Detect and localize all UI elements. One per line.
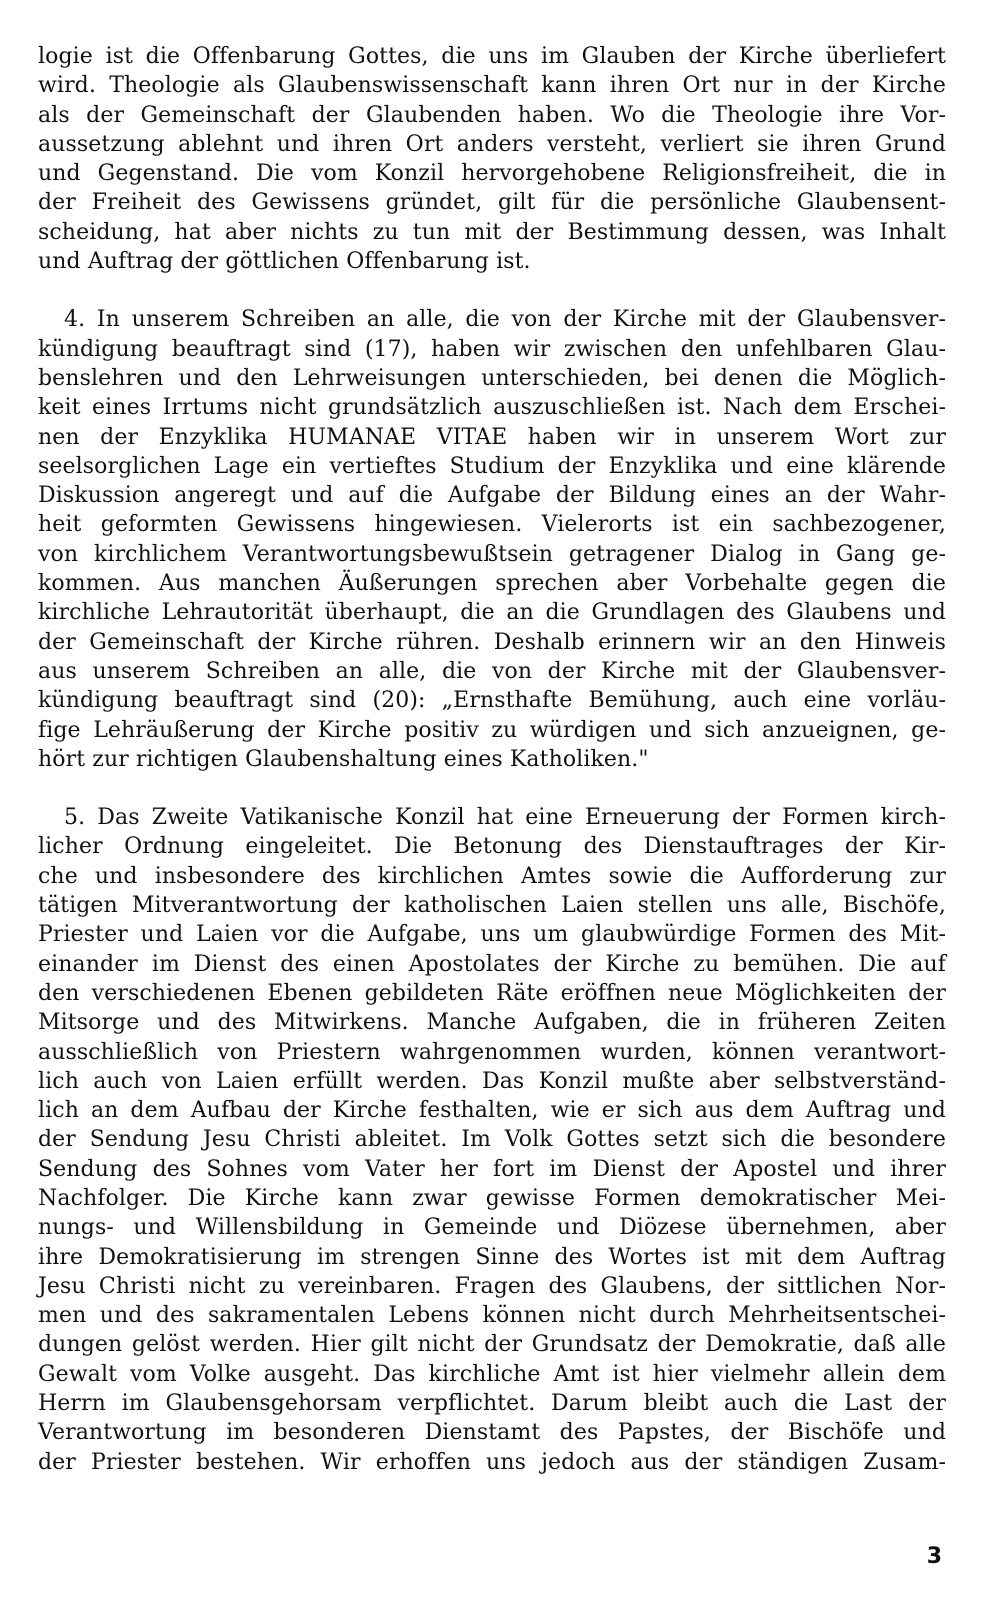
text-line: einander im Dienst des einen Apostolates der Kirche zu bemühen. Die auf [38, 951, 946, 977]
text-line: ausschließlich von Priestern wahrgenommen wurden, können verantwort- [38, 1039, 946, 1065]
text-line: Priester und Laien vor die Aufgabe, uns um glaubwürdige Formen des Mit- [38, 922, 946, 948]
text-line: den verschiedenen Ebenen gebildeten Räte eröffnen neue Möglichkeiten der [38, 980, 946, 1006]
document-page [38, 42, 946, 1477]
text-line: der Sendung Jesu Christi ableitet. Im Volk Gottes setzt sich die besondere [38, 1127, 946, 1153]
text-line: keit eines Irrtums nicht grundsätzlich auszuschließen ist. Nach dem Erschei- [38, 395, 946, 421]
text-line: der Freiheit des Gewissens gründet, gilt für die persönliche Glaubensent- [38, 190, 946, 216]
text-line: ihre Demokratisierung im strengen Sinne des Wortes ist mit dem Auftrag [38, 1244, 946, 1270]
text-line: Gewalt vom Volke ausgeht. Das kirchliche Amt ist hier vielmehr allein dem [38, 1361, 946, 1387]
text-line: kündigung beauftragt sind (20): „Ernsthafte Bemühung, auch eine vorläu- [38, 688, 946, 714]
text-line: Nachfolger. Die Kirche kann zwar gewisse Formen demokratischer Mei- [38, 1185, 946, 1211]
text-line: heit geformten Gewissens hingewiesen. Vielerorts ist ein sachbezogener, [38, 512, 946, 538]
text-line: 5. Das Zweite Vatikanische Konzil hat eine Erneuerung der Formen kirch- [64, 805, 946, 831]
text-line: licher Ordnung eingeleitet. Die Betonung des Dienstauftrages der Kir- [38, 834, 946, 860]
text-line: Sendung des Sohnes vom Vater her fort im Dienst der Apostel und ihrer [38, 1156, 946, 1182]
text-line: fige Lehräußerung der Kirche positiv zu würdigen und sich anzueignen, ge- [38, 717, 946, 743]
text-line: der Gemeinschaft der Kirche rühren. Deshalb erinnern wir an den Hinweis [38, 629, 946, 655]
text-line: Jesu Christi nicht zu vereinbaren. Fragen des Glaubens, der sittlichen Nor- [38, 1273, 946, 1299]
text-line: kommen. Aus manchen Äußerungen sprechen aber Vorbehalte gegen die [38, 571, 946, 597]
paragraph-continuation [38, 42, 946, 276]
text-line: seelsorglichen Lage ein vertieftes Studium der Enzyklika und eine klärende [38, 453, 946, 479]
text-line: 4. In unserem Schreiben an alle, die von der Kirche mit der Glaubensver- [64, 307, 946, 333]
text-line: von kirchlichem Verantwortungsbewußtsein getragener Dialog in Gang ge- [38, 541, 946, 567]
text-line: Verantwortung im besonderen Dienstamt des Papstes, der Bischöfe und [38, 1420, 946, 1446]
text-line: hört zur richtigen Glaubenshaltung eines Katholiken." [38, 746, 649, 772]
text-line: che und insbesondere des kirchlichen Amtes sowie die Aufforderung zur [38, 863, 946, 889]
text-line: men und des sakramentalen Lebens können nicht durch Mehrheitsentschei- [38, 1303, 946, 1329]
text-line: scheidung, hat aber nichts zu tun mit der Bestimmung dessen, was Inhalt [38, 219, 946, 245]
text-line: wird. Theologie als Glaubenswissenschaft kann ihren Ort nur in der Kirche [38, 73, 946, 99]
text-line: nen der Enzyklika HUMANAE VITAE haben wir in unserem Wort zur [38, 424, 946, 450]
text-line: aus unserem Schreiben an alle, die von der Kirche mit der Glaubensver- [38, 658, 946, 684]
text-line: aussetzung ablehnt und ihren Ort anders versteht, verliert sie ihren Grund [38, 131, 946, 157]
text-line: und Gegenstand. Die vom Konzil hervorgehobene Religionsfreiheit, die in [38, 161, 946, 187]
paragraph-4 [38, 305, 946, 774]
text-line: und Auftrag der göttlichen Offenbarung ist. [38, 249, 531, 275]
paragraph-5 [38, 803, 946, 1477]
text-line: kündigung beauftragt sind (17), haben wir zwischen den unfehlbaren Glau- [38, 336, 946, 362]
text-line: nungs- und Willensbildung in Gemeinde und Diözese übernehmen, aber [38, 1215, 946, 1241]
text-line: Herrn im Glaubensgehorsam verpflichtet. Darum bleibt auch die Last der [38, 1391, 946, 1417]
text-line: logie ist die Offenbarung Gottes, die uns im Glauben der Kirche überliefert [38, 44, 946, 69]
text-line: Mitsorge und des Mitwirkens. Manche Aufgaben, die in früheren Zeiten [38, 1010, 946, 1036]
text-line: tätigen Mitverantwortung der katholischen Laien stellen uns alle, Bischöfe, [38, 893, 946, 919]
text-line: Diskussion angeregt und auf die Aufgabe der Bildung eines an der Wahr- [38, 483, 946, 509]
paragraph-spacer [38, 774, 946, 803]
text-line: als der Gemeinschaft der Glaubenden haben. Wo die Theologie ihre Vor- [38, 102, 946, 128]
text-line: lich an dem Aufbau der Kirche festhalten, wie er sich aus dem Auftrag und [38, 1098, 946, 1124]
text-line: der Priester bestehen. Wir erhoffen uns jedoch aus der ständigen Zusam- [38, 1449, 946, 1475]
text-line: lich auch von Laien erfüllt werden. Das Konzil mußte aber selbstverständ- [38, 1068, 946, 1094]
text-line: kirchliche Lehrautorität überhaupt, die an die Grundlagen des Glaubens und [38, 600, 946, 626]
page-number: 3 [926, 1544, 942, 1569]
text-line: benslehren und den Lehrweisungen unterschieden, bei denen die Möglich- [38, 365, 946, 391]
text-line: dungen gelöst werden. Hier gilt nicht der Grundsatz der Demokratie, daß alle [38, 1332, 946, 1358]
paragraph-spacer [38, 276, 946, 305]
